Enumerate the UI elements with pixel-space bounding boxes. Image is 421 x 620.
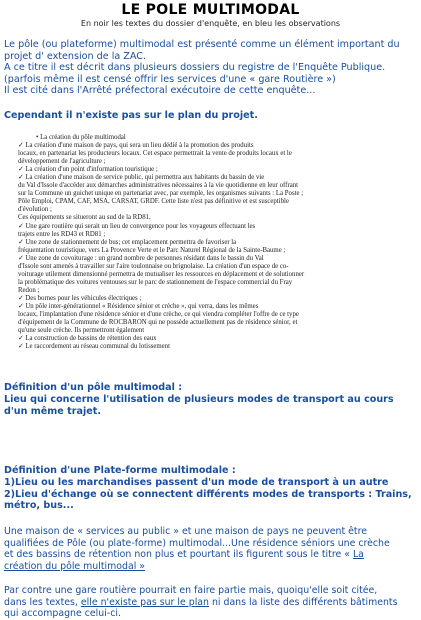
intro-line: (parfois même il est censé offrir les services d'une « gare Routière »): [4, 73, 336, 85]
paragraph-line: Une maison de « services au public » et une maison de pays ne peuvent être: [4, 526, 368, 537]
scan-line: ✓ Un pôle inter-générationnel « Résidence sénior et crèche », qui verra, dans les mêmes: [18, 302, 259, 310]
scan-line: Redon ;: [18, 286, 40, 294]
scan-line: d'évolution ;: [18, 206, 52, 214]
scan-line: locaux, l'implantation d'une résidence sénior et d'une crèche, ce qui viendra compléter l'offre de ce type: [18, 311, 299, 319]
definition-plateforme-title: Définition d'une Plate-forme multimodale :: [4, 465, 236, 476]
page-title: LE POLE MULTIMODAL: [121, 2, 300, 18]
underlined-phrase: elle n'existe pas sur le plan: [80, 596, 209, 608]
definition-item: 1)Lieu ou les marchandises passent d'un mode de transport à un autre: [4, 476, 389, 488]
paragraph-line: qualifiées de Pôle (ou plate-forme) multimodal...Une résidence séniors une crèche: [4, 537, 390, 549]
scan-lines: [18, 142, 410, 351]
link-creation-pole[interactable]: La: [352, 549, 364, 561]
scan-heading: • La création du pôle multimodal: [36, 134, 126, 141]
scan-line: ✓ La construction de bassins de rétention des eaux: [18, 335, 157, 343]
definition-item: métro, bus...: [4, 500, 74, 512]
definition-pole-text: Lieu qui concerne l'utilisation de plusieurs modes de transport au cours: [4, 393, 394, 405]
paragraph-gare: [4, 585, 416, 620]
definition-pole: [4, 382, 394, 417]
scan-line: ✓ Une gare routière qui serait un lieu de convergence pour les voyageurs effectuant les: [18, 222, 256, 230]
scan-line: ✓ La création d'une maison de service public, qui permettra aux habitants du bassin de vie: [18, 174, 265, 182]
definition-plateforme: [4, 465, 412, 512]
scan-line: ✓ Une zone de covoiturage : un grand nombre de personnes résidant dans le bassin du Val: [18, 254, 264, 262]
scan-line: locaux, en partenariat les producteurs locaux. Cet espace permettrait la vente de produits locaux et le: [18, 150, 292, 158]
definition-pole-text: d'un même trajet.: [4, 405, 101, 417]
scan-line: ✓ Des bornes pour les véhicules électriques ;: [18, 294, 142, 302]
scan-line: ✓ La création d'un point d'information touristique ;: [18, 166, 158, 174]
scan-line: qu'une seule crèche. Ils permettront également: [18, 327, 145, 335]
scan-line: trajets entre les RD43 et RD81 ;: [18, 230, 106, 238]
paragraph-line: [4, 561, 416, 573]
definition-pole-title: Définition d'un pôle multimodal :: [4, 382, 183, 393]
intro-paragraph: [4, 39, 416, 97]
scan-line: ✓ Le raccordement au réseau communal du lotissement: [18, 343, 170, 351]
bold-statement: Cependant il n'existe pas sur le plan du projet.: [4, 110, 258, 121]
paragraph-maison: [4, 526, 416, 573]
scan-line: voiturage utilement dimensionné permettra de mutualiser les ressources en déplacement et de solutionner: [18, 270, 305, 278]
intro-line: A ce titre il est décrit dans plusieurs dossiers du registre de l'Enquête Publique.: [4, 62, 386, 74]
intro-line: projet d' extension de la ZAC.: [4, 50, 147, 62]
paragraph-line: qui accompagne celui-ci.: [4, 608, 121, 620]
paragraph-line: dans les textes, elle n'existe pas sur le plan ni dans la liste des différents bâtiments: [4, 596, 398, 608]
scan-line: d'Issole sont amenés à travailler sur l'aire toulonnaise ou brignolaise. La création d'un espace de co-: [18, 262, 289, 270]
scan-line: développement de l'agriculture ;: [18, 158, 106, 166]
scan-line: sur la Commune un guichet unique en partenariat avec, par exemple, les organismes suivants : La Poste ;: [18, 190, 304, 198]
scan-line: d'équipement de la Commune de ROCBARON qui ne possède actuellement pas de résidence sénior, et: [18, 319, 298, 327]
page-subtitle: En noir les textes du dossier d'enquête, en bleu les observations: [80, 19, 341, 28]
scan-line: la problématique des voitures ventouses sur le parc de stationnement de l'espace commercial du Fray: [18, 278, 293, 286]
scanned-excerpt: [18, 134, 410, 374]
link-creation-pole-cont[interactable]: création du pôle multimodal »: [4, 561, 146, 573]
scan-line: Ces équipements se situeront au sud de la RD81.: [18, 214, 151, 222]
scan-line: ✓ Une zone de stationnement de bus; cet emplacement permettra de favoriser la: [18, 238, 237, 246]
scan-line: fréquentation touristique, vers La Provence Verte et le Parc Naturel Régional de la Sainte-Baume ;: [18, 246, 286, 254]
scan-line: ✓ La création d'une maison de pays, qui sera un lieu dédié à la promotion des produits: [18, 142, 254, 150]
scan-line: Pôle Emploi, CPAM, CAF, MSA, CARSAT, GRDF. Cette liste n'est pas définitive et est susceptible: [18, 198, 289, 206]
definition-item: 2)Lieu d'échange où se connectent différents modes de transports : Trains,: [4, 488, 412, 500]
intro-line: Le pôle (ou plateforme) multimodal est présenté comme un élément important du: [4, 39, 400, 50]
intro-line: Il est cité dans l'Arrêté préfectoral exécutoire de cette enquête...: [4, 85, 316, 97]
paragraph-line: Par contre une gare routière pourrait en faire partie mais, quoiqu'elle soit citée,: [4, 585, 378, 596]
scan-line: du Val d'Issole d'accéder aux démarches administratives nécessaires à la vie quotidienne en leur offrant: [18, 182, 299, 190]
paragraph-line: et des bassins de rétention non plus et pourtant ils figurent sous le titre « La: [4, 549, 364, 561]
